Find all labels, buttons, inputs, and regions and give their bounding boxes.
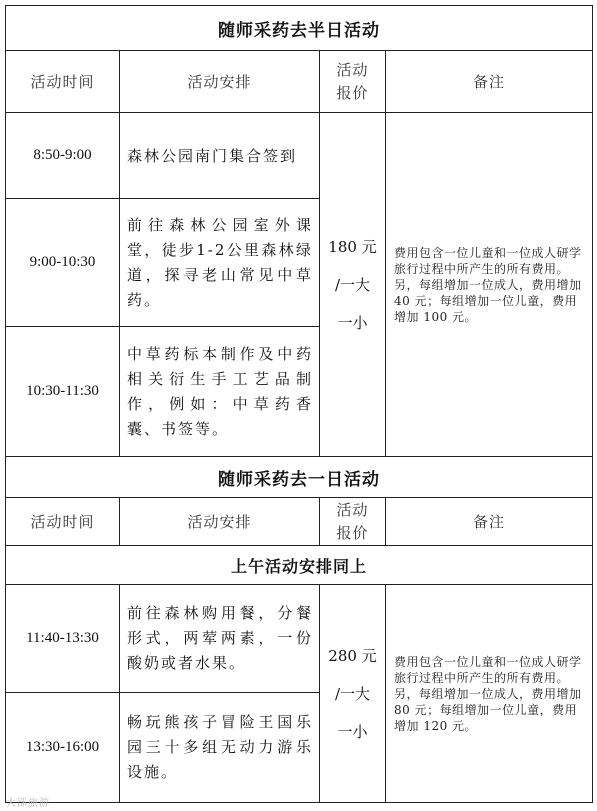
half-row-2-time: 9:00-10:30 <box>6 199 120 327</box>
watermark: 大部旅游 <box>6 798 50 809</box>
header-price-label: 活动报价 <box>336 60 369 102</box>
half-day-price <box>320 113 386 457</box>
half-day-title: 随师采药去半日活动 <box>6 6 593 51</box>
full-row-1-activity: 前往森林购用餐，分餐形式，两荤两素，一份酸奶或者水果。 <box>120 585 320 693</box>
half-row-1-time: 8:50-9:00 <box>6 113 120 199</box>
half-row-2-activity: 前往森林公园室外课堂，徒步1-2公里森林绿道，探寻老山常见中草药。 <box>120 199 320 327</box>
half-row-3-time: 10:30-11:30 <box>6 327 120 457</box>
full-header-schedule: 活动安排 <box>120 498 320 546</box>
full-day-price-unit-1: /一大 <box>334 684 371 703</box>
full-day-price-unit-2: 一小 <box>337 722 368 741</box>
full-row-2-time: 13:30-16:00 <box>6 693 120 803</box>
activity-schedule-sheet <box>5 5 592 803</box>
half-day-note: 费用包含一位儿童和一位成人研学旅行过程中所产生的所有费用。另，每组增加一位成人，费用增加 40 元；每组增加一位儿童，费用增加 100 元。 <box>386 113 593 457</box>
morning-same-note: 上午活动安排同上 <box>6 546 593 585</box>
header-note: 备注 <box>386 51 593 113</box>
full-header-price <box>320 498 386 546</box>
half-day-price-amount: 180 元 <box>328 237 377 256</box>
full-header-note: 备注 <box>386 498 593 546</box>
half-row-1-activity: 森林公园南门集合签到 <box>120 113 320 199</box>
full-header-price-label: 活动报价 <box>336 500 369 542</box>
half-row-3-activity: 中草药标本制作及中药相关衍生手工艺品制作，例如：中草药香囊、书签等。 <box>120 327 320 457</box>
full-row-1-time: 11:40-13:30 <box>6 585 120 693</box>
half-day-price-unit-1: /一大 <box>334 275 371 294</box>
full-header-time: 活动时间 <box>6 498 120 546</box>
full-day-title: 随师采药去一日活动 <box>6 457 593 498</box>
half-day-price-unit-2: 一小 <box>337 313 368 332</box>
header-time: 活动时间 <box>6 51 120 113</box>
header-schedule: 活动安排 <box>120 51 320 113</box>
full-day-note: 费用包含一位儿童和一位成人研学旅行过程中所产生的所有费用。另，每组增加一位成人，费用增加 80 元；每组增加一位儿童，费用增加 120 元。 <box>386 585 593 803</box>
header-price <box>320 51 386 113</box>
full-row-2-activity: 畅玩熊孩子冒险王国乐园三十多组无动力游乐设施。 <box>120 693 320 803</box>
activity-table <box>5 5 593 803</box>
full-day-price <box>320 585 386 803</box>
full-day-price-amount: 280 元 <box>328 646 377 665</box>
